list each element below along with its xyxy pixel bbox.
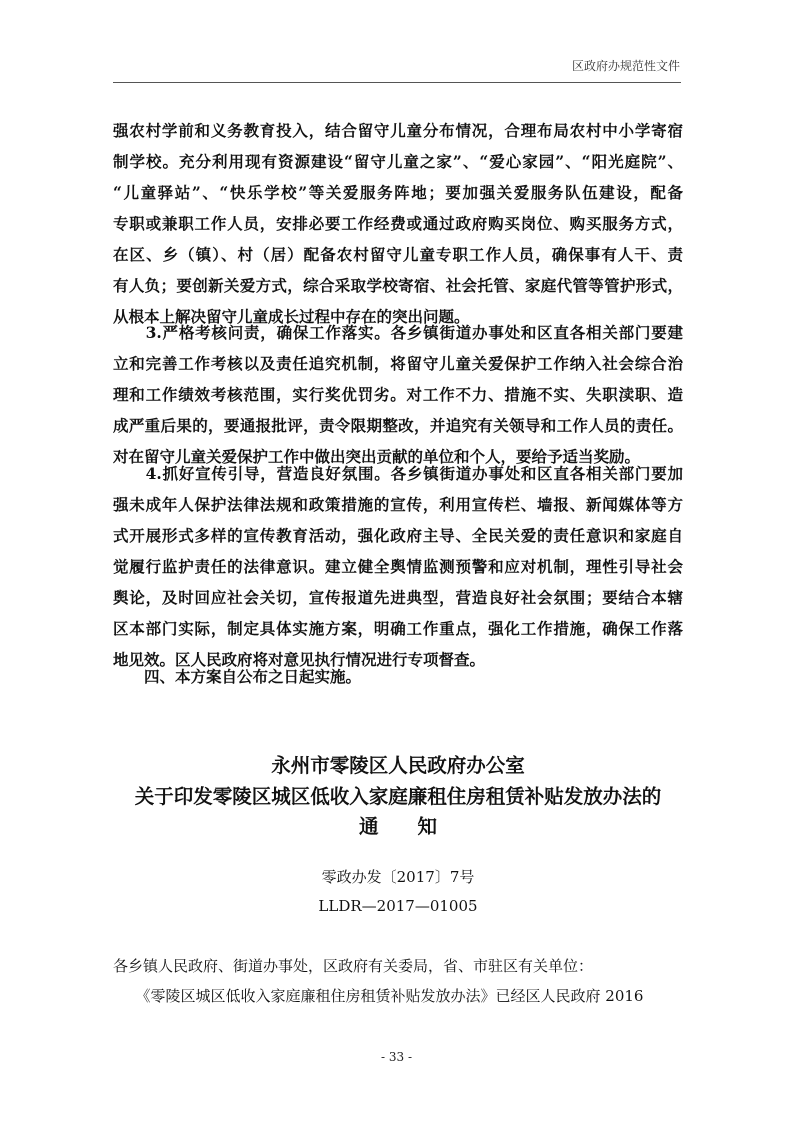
paragraph bbox=[113, 661, 683, 692]
text-line: 有人负；要创新关爱方式，综合采取学校寄宿、社会托管、家庭代管等管护形式， bbox=[113, 276, 683, 295]
text-line: 强未成年人保护法律法规和政策措施的宣传，利用宣传栏、墙报、新闻媒体等方 bbox=[113, 495, 683, 514]
text-line: 理和工作绩效考核范围，实行奖优罚劣。对工作不力、措施不实、失职渎职、造 bbox=[113, 385, 683, 404]
text-line: 专职或兼职工作人员，安排必要工作经费或通过政府购买岗位、购买服务方式， bbox=[113, 214, 683, 233]
text-line: 制学校。充分利用现有资源建设“留守儿童之家”、“爱心家园”、“阳光庭院”、 bbox=[113, 152, 683, 171]
text-line: 3.严格考核问责，确保工作落实。各乡镇街道办事处和区直各相关部门要建 bbox=[113, 323, 683, 342]
text-line: 式开展形式多样的宣传教育活动，强化政府主导、全民关爱的责任意识和家庭自 bbox=[113, 526, 683, 545]
text-line: 四、本方案自公布之日起实施。 bbox=[113, 667, 362, 686]
text-line: 成严重后果的，要通报批评，责令限期整改，并追究有关领导和工作人员的责任。 bbox=[113, 416, 683, 435]
addressees: 各乡镇人民政府、街道办事处，区政府有关委局，省、市驻区有关单位： bbox=[113, 957, 594, 975]
paragraph bbox=[113, 317, 683, 472]
document-number: 零政办发〔2017〕7号 bbox=[321, 868, 475, 886]
text-line: 对在留守儿童关爱保护工作中做出突出贡献的单位和个人，要给予适当奖励。 bbox=[113, 447, 641, 466]
paragraph bbox=[113, 458, 683, 675]
notice-body-line: 《零陵区城区低收入家庭廉租住房租赁补贴发放办法》已经区人民政府 2016 bbox=[113, 987, 644, 1005]
page-number: - 33 - bbox=[380, 1050, 412, 1064]
paragraph bbox=[113, 115, 683, 332]
text-line: 地见效。区人民政府将对意见执行情况进行专项督查。 bbox=[113, 650, 486, 669]
header-text: 区政府办规范性文件 bbox=[571, 59, 680, 73]
notice-title-line: 永州市零陵区人民政府办公室 bbox=[271, 754, 525, 777]
text-line: 区本部门实际，制定具体实施方案，明确工作重点，强化工作措施，确保工作落 bbox=[113, 619, 683, 638]
text-line: 在区、乡（镇）、村（居）配备农村留守儿童专职工作人员，确保事有人干、责 bbox=[113, 245, 683, 264]
text-line: 立和完善工作考核以及责任追究机制，将留守儿童关爱保护工作纳入社会综合治 bbox=[113, 354, 683, 373]
text-line: 舆论，及时回应社会关切，宣传报道先进典型，营造良好社会氛围；要结合本辖 bbox=[113, 588, 683, 607]
text-line: 强农村学前和义务教育投入，结合留守儿童分布情况，合理布局农村中小学寄宿 bbox=[113, 121, 683, 140]
text-line: 从根本上解决留守儿童成长过程中存在的突出问题。 bbox=[113, 307, 470, 326]
notice-title-line: 关于印发零陵区城区低收入家庭廉租住房租赁补贴发放办法的 bbox=[134, 785, 662, 808]
header-rule bbox=[113, 82, 681, 83]
text-line: “儿童驿站”、“快乐学校”等关爱服务阵地；要加强关爱服务队伍建设，配备 bbox=[113, 183, 683, 202]
text-line: 觉履行监护责任的法律意识。建立健全舆情监测预警和应对机制，理性引导社会 bbox=[113, 557, 683, 576]
notice-title-line: 通 知 bbox=[358, 815, 437, 838]
registration-number: LLDR—2017—01005 bbox=[318, 897, 478, 915]
text-line: 4.抓好宣传引导，营造良好氛围。各乡镇街道办事处和区直各相关部门要加 bbox=[113, 464, 683, 483]
